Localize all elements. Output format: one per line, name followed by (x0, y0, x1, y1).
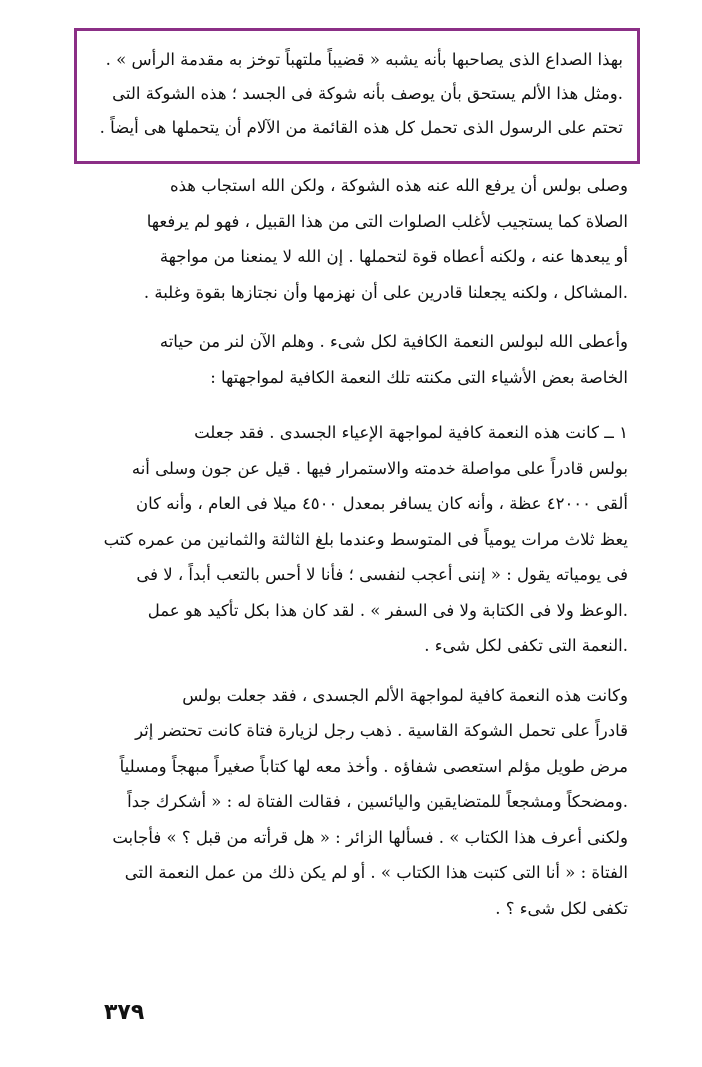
page-number: ٣٧٩ (104, 1000, 145, 1025)
text-line: وكانت هذه النعمة كافية لمواجهة الألم الجسدى ، فقد جعلت بولس (182, 685, 628, 705)
text-line: وأعطى الله لبولس النعمة الكافية لكل شىء . وهلم الآن لنر من حياته (159, 332, 628, 351)
highlight-line: بهذا الصداع الذى يصاحبها بأنه يشبه « قضيباً ملتهباً توخز به مقدمة الرأس » . (105, 50, 623, 69)
text-line: ولكنى أعرف هذا الكتاب » . فسألها الزائر : « هل قرأته من قبل ؟ » فأجابت (112, 827, 628, 847)
paragraph-2 (104, 324, 628, 395)
text-line: الفتاة : « أنا التى كتبت هذا الكتاب » . أو لم يكن ذلك من عمل النعمة التى (124, 863, 628, 882)
text-line: الخاصة بعض الأشياء التى مكنته تلك النعمة الكافية لمواجهتها : (210, 367, 628, 387)
text-line: تكفى لكل شىء ؟ . (495, 898, 628, 918)
highlight-line: .ومثل هذا الألم يستحق بأن يوصف بأنه شوكة فى الجسد ؛ هذه الشوكة التى (112, 84, 623, 103)
paragraph-3 (104, 415, 628, 664)
text-line: قادراً على تحمل الشوكة القاسية . ذهب رجل لزيارة فتاة كانت تحتضر إثر (135, 721, 628, 740)
text-line: .المشاكل ، ولكنه يجعلنا قادرين على أن نهزمها وأن نجتازها بقوة وغلبة . (143, 282, 628, 302)
text-line: مرض طويل مؤلم استعصى شفاؤه . وأخذ معه لها كتاباً صغيراً مبهجاً ومسلياً (119, 756, 628, 776)
text-line: بولس قادراً على مواصلة خدمته والاستمرار فيها . قيل عن جون وسلى أنه (131, 458, 628, 478)
text-line: ألقى ٤٢٠٠٠ عظة ، وأنه كان يسافر بمعدل ٤٥٠٠ ميلا فى العام ، وأنه كان (136, 494, 628, 513)
text-line: أو يبعدها عنه ، ولكنه أعطاه قوة لتحملها . إن الله لا يمنعنا من مواجهة (159, 247, 628, 266)
highlight-line: تحتم على الرسول الذى تحمل كل هذه القائمة من الآلام أن يتحملها هى أيضاً . (99, 118, 623, 137)
text-line: فى يومياته يقول : « إننى أعجب لنفسى ؛ فأنا لا أحس بالتعب أبداً ، لا فى (136, 565, 628, 584)
body-text (104, 168, 628, 926)
text-line: الصلاة كما يستجيب لأغلب الصلوات التى من هذا القبيل ، فهو لم يرفعها (146, 211, 628, 231)
text-line: وصلى بولس أن يرفع الله عنه هذه الشوكة ، ولكن الله استجاب هذه (169, 176, 628, 195)
paragraph-4 (104, 678, 628, 927)
highlighted-passage (74, 28, 640, 164)
paragraph-1 (104, 168, 628, 310)
text-line: .النعمة التى تكفى لكل شىء . (424, 636, 628, 655)
text-line: يعظ ثلاث مرات يومياً فى المتوسط وعندما بلغ الثالثة والثمانين من عمره كتب (104, 529, 628, 549)
text-line: ١ ــ كانت هذه النعمة كافية لمواجهة الإعياء الجسدى . فقد جعلت (194, 423, 628, 442)
text-line: .ومضحكاً ومشجعاً للمتضايقين واليائسين ، فقالت الفتاة له : « أشكرك جداً (127, 792, 628, 811)
text-line: .الوعظ ولا فى الكتابة ولا فى السفر » . لقد كان هذا بكل تأكيد هو عمل (147, 600, 628, 620)
